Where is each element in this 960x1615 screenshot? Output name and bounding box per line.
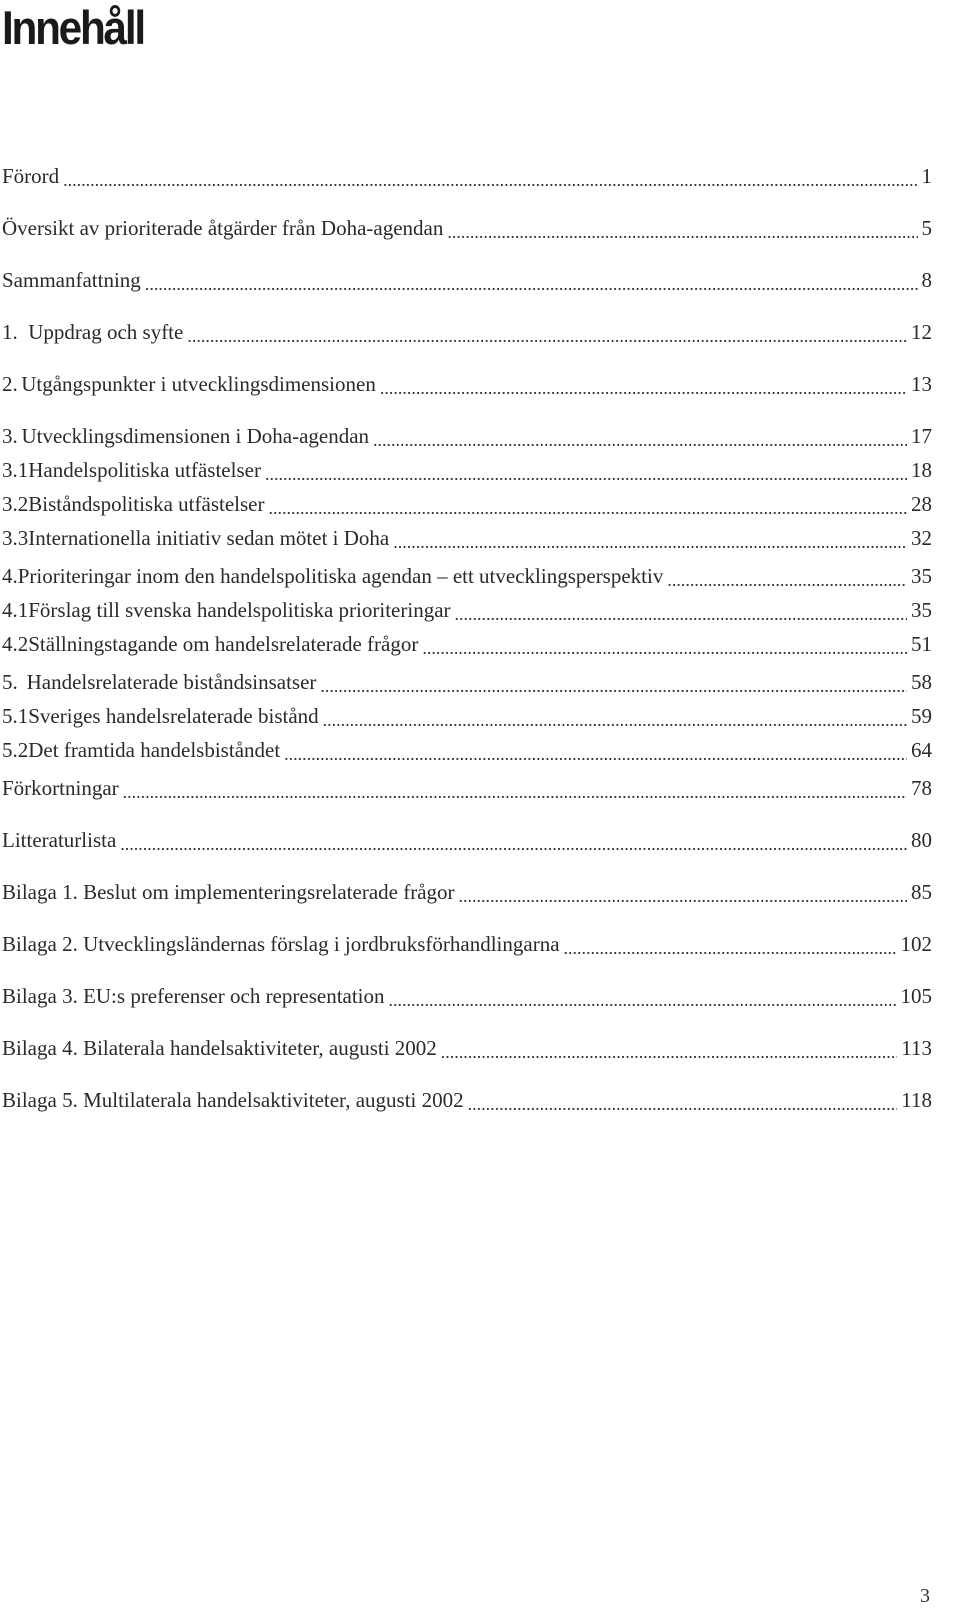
toc-entry-label: Litteraturlista — [2, 828, 117, 852]
dot-leader — [468, 1091, 898, 1112]
toc-entry-page: 28 — [911, 492, 932, 516]
toc-entry-bilaga-3[interactable] — [2, 984, 960, 1014]
toc-entry-number: 1. — [2, 320, 18, 344]
toc-entry-page: 78 — [911, 776, 932, 800]
toc-entry-label: Förord — [2, 164, 60, 188]
toc-entry-label: Bilaga 1. Beslut om implementeringsrelaterade frågor — [2, 880, 455, 904]
toc-entry-forord[interactable] — [2, 164, 960, 194]
toc-entry-number: 5.2 — [2, 738, 29, 762]
toc-entry-page: 118 — [901, 1088, 932, 1112]
toc-entry-page: 13 — [911, 372, 932, 396]
dot-leader — [187, 323, 907, 344]
toc-entry-number: 5.1 — [2, 704, 29, 728]
toc-entry-number: 3.1 — [2, 458, 29, 482]
toc-entry-bilaga-2[interactable] — [2, 932, 960, 962]
toc-entry-page: 5 — [921, 216, 932, 240]
toc-entry-bilaga-4[interactable] — [2, 1036, 960, 1066]
toc-entry-number: 4.1 — [2, 598, 29, 622]
toc-entry-page: 59 — [911, 704, 932, 728]
toc-entry-page: 102 — [900, 932, 932, 956]
toc-entry-section-4-1[interactable] — [2, 598, 960, 628]
toc-entry-number: 3. — [2, 424, 18, 448]
toc-entry-label: Översikt av prioriterade åtgärder från Doha-agendan — [2, 216, 444, 240]
toc-entry-number: 4.2 — [2, 632, 29, 656]
dot-leader — [284, 741, 907, 762]
toc-entry-number: 3.2 — [2, 492, 29, 516]
toc-entry-label: Internationella initiativ sedan mötet i Doha — [28, 526, 390, 550]
dot-leader — [145, 271, 918, 292]
toc-entry-label: Förkortningar — [2, 776, 119, 800]
toc-entry-label: Utgångspunkter i utvecklingsdimensionen — [21, 372, 376, 396]
toc-entry-bilaga-5[interactable] — [2, 1088, 960, 1118]
toc-entry-page: 105 — [900, 984, 932, 1008]
toc-entry-page: 8 — [921, 268, 932, 292]
toc-entry-label: Uppdrag och syfte — [28, 320, 184, 344]
toc-entry-label: Handelsrelaterade biståndsinsatser — [26, 670, 317, 694]
toc-entry-chapter-3[interactable] — [2, 424, 960, 454]
dot-leader — [123, 779, 907, 800]
toc-entry-label: Biståndspolitiska utfästelser — [28, 492, 265, 516]
toc-entry-page: 64 — [911, 738, 932, 762]
page-title: Innehåll — [2, 1, 144, 54]
dot-leader — [323, 707, 907, 728]
toc-entry-label: Förslag till svenska handelspolitiska prioriteringar — [28, 598, 451, 622]
toc-entry-page: 1 — [921, 164, 932, 188]
toc-entry-number: 5. — [2, 670, 18, 694]
toc-entry-chapter-1[interactable] — [2, 320, 960, 350]
toc-entry-page: 17 — [911, 424, 932, 448]
dot-leader — [265, 461, 907, 482]
toc-entry-sammanfattning[interactable] — [2, 268, 960, 298]
toc-entry-section-5-1[interactable] — [2, 704, 960, 734]
dot-leader — [667, 567, 907, 588]
toc-entry-label: Bilaga 2. Utvecklingsländernas förslag i jordbruksförhandlingarna — [2, 932, 560, 956]
dot-leader — [380, 375, 907, 396]
toc-entry-page: 35 — [911, 598, 932, 622]
toc-entry-forkortningar[interactable] — [2, 776, 960, 806]
toc-entry-page: 35 — [911, 564, 932, 588]
dot-leader — [447, 219, 917, 240]
toc-entry-label: Prioriteringar inom den handelspolitiska agendan – ett utvecklingsperspektiv — [17, 564, 664, 588]
toc-entry-bilaga-1[interactable] — [2, 880, 960, 910]
toc-entry-oversikt[interactable] — [2, 216, 960, 246]
dot-leader — [455, 601, 907, 622]
dot-leader — [373, 427, 907, 448]
toc-entry-chapter-2[interactable] — [2, 372, 960, 402]
dot-leader — [320, 673, 907, 694]
toc-entry-page: 80 — [911, 828, 932, 852]
toc-entry-page: 113 — [901, 1036, 932, 1060]
dot-leader — [393, 529, 907, 550]
toc-entry-section-3-3[interactable] — [2, 526, 960, 556]
toc-entry-page: 12 — [911, 320, 932, 344]
toc-entry-section-4-2[interactable] — [2, 632, 960, 662]
toc-entry-label: Sveriges handelsrelaterade bistånd — [28, 704, 319, 728]
toc-entry-chapter-5[interactable] — [2, 670, 960, 700]
toc-entry-label: Bilaga 4. Bilaterala handelsaktiviteter, augusti 2002 — [2, 1036, 437, 1060]
dot-leader — [564, 935, 897, 956]
dot-leader — [389, 987, 897, 1008]
toc-entry-label: Utvecklingsdimensionen i Doha-agendan — [21, 424, 370, 448]
toc-entry-number: 4. — [2, 564, 18, 588]
toc-entry-section-3-1[interactable] — [2, 458, 960, 488]
toc-entry-label: Handelspolitiska utfästelser — [28, 458, 261, 482]
toc-entry-number: 3.3 — [2, 526, 29, 550]
toc-entry-page: 18 — [911, 458, 932, 482]
toc-entry-label: Ställningstagande om handelsrelaterade frågor — [28, 632, 419, 656]
dot-leader — [441, 1039, 897, 1060]
toc-entry-chapter-4[interactable] — [2, 564, 960, 594]
toc-entry-label: Bilaga 3. EU:s preferenser och representation — [2, 984, 385, 1008]
dot-leader — [459, 883, 907, 904]
toc-entry-label: Det framtida handelsbiståndet — [28, 738, 281, 762]
toc-entry-section-3-2[interactable] — [2, 492, 960, 522]
dot-leader — [422, 635, 907, 656]
toc-entry-number: 2. — [2, 372, 18, 396]
toc-entry-page: 58 — [911, 670, 932, 694]
dot-leader — [63, 167, 917, 188]
dot-leader — [120, 831, 907, 852]
toc-entry-page: 32 — [911, 526, 932, 550]
toc-entry-label: Bilaga 5. Multilaterala handelsaktiviteter, augusti 2002 — [2, 1088, 464, 1112]
page-number: 3 — [920, 1585, 930, 1607]
toc-entry-page: 85 — [911, 880, 932, 904]
toc-entry-page: 51 — [911, 632, 932, 656]
dot-leader — [268, 495, 907, 516]
toc-entry-section-5-2[interactable] — [2, 738, 960, 768]
toc-entry-litteraturlista[interactable] — [2, 828, 960, 858]
toc-entry-label: Sammanfattning — [2, 268, 141, 292]
